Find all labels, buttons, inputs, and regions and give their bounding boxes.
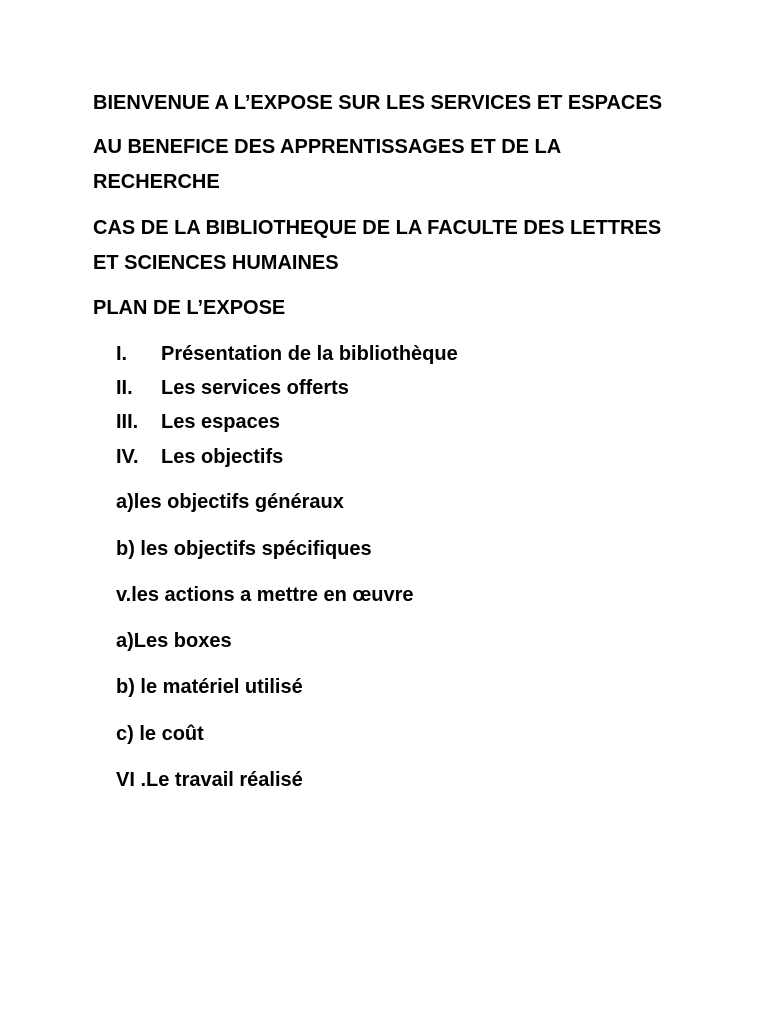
- plan-item-numeral: II.: [116, 377, 133, 399]
- sub-item-general-objectives: a)les objectifs généraux: [116, 491, 344, 513]
- plan-item-text: Présentation de la bibliothèque: [161, 343, 458, 365]
- plan-item-numeral: IV.: [116, 446, 139, 468]
- sub-item-specific-objectives: b) les objectifs spécifiques: [116, 538, 372, 560]
- title-line-1: BIENVENUE A L’EXPOSE SUR LES SERVICES ET ESPACES: [93, 92, 663, 114]
- title-line-5: ET SCIENCES HUMAINES: [93, 252, 339, 274]
- sub-item-actions: v.les actions a mettre en œuvre: [116, 584, 414, 606]
- sub-item-work-done: VI .Le travail réalisé: [116, 769, 303, 791]
- sub-item-cost: c) le coût: [116, 723, 204, 745]
- sub-item-boxes: a)Les boxes: [116, 630, 232, 652]
- plan-item-numeral: I.: [116, 343, 128, 365]
- plan-item-text: Les espaces: [161, 411, 280, 433]
- plan-heading: PLAN DE L’EXPOSE: [93, 297, 286, 319]
- plan-item-text: Les objectifs: [161, 446, 284, 468]
- title-line-3: RECHERCHE: [93, 171, 220, 193]
- plan-item-text: Les services offerts: [161, 377, 349, 399]
- plan-item-numeral: III.: [116, 411, 139, 433]
- title-line-2: AU BENEFICE DES APPRENTISSAGES ET DE LA: [93, 136, 562, 158]
- title-line-4: CAS DE LA BIBLIOTHEQUE DE LA FACULTE DES LETTRES: [93, 217, 662, 239]
- sub-item-material: b) le matériel utilisé: [116, 676, 303, 698]
